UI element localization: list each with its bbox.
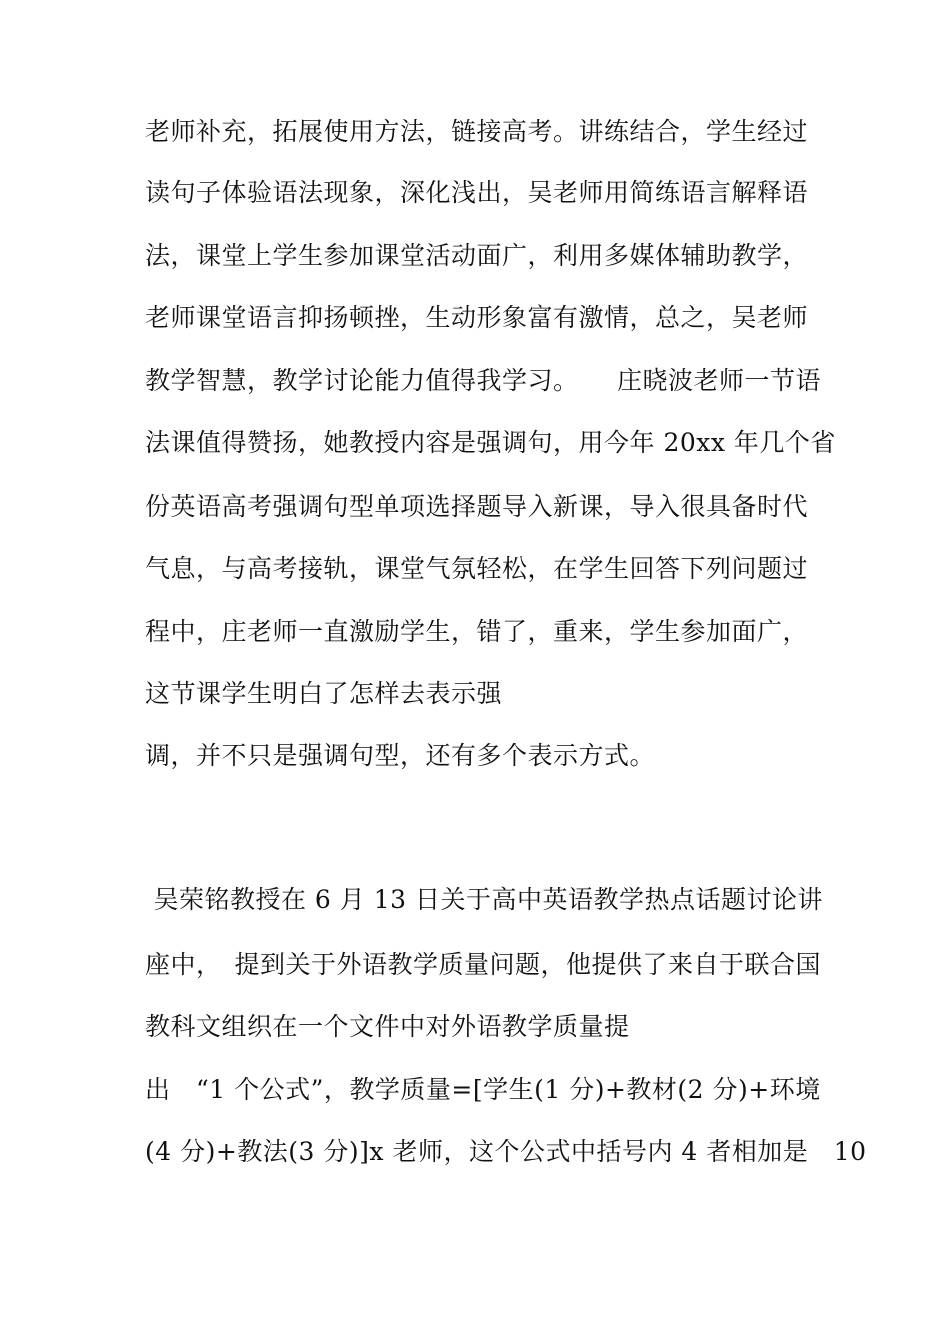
text-line: 读句子体验语法现象，深化浅出，吴老师用简练语言解释语 [145, 178, 809, 207]
text-line: 份英语高考强调句型单项选择题导入新课，导入很具备时代 [145, 492, 809, 521]
text-line: 这节课学生明白了怎样去表示强 [145, 679, 503, 708]
text-line: 吴荣铭教授在 6 月 13 日关于高中英语教学热点话题讨论讲 [145, 885, 823, 914]
text-line: 座中， 提到关于外语教学质量问题，他提供了来自于联合国 [145, 950, 822, 979]
text-line: 程中，庄老师一直激励学生，错了，重来，学生参加面广， [145, 617, 809, 646]
text-line: 教科文组织在一个文件中对外语教学质量提 [145, 1012, 630, 1041]
text-line: 气息，与高考接轨，课堂气氛轻松，在学生回答下列问题过 [145, 554, 809, 583]
text-line: 教学智慧，教学讨论能力值得我学习。 庄晓波老师一节语 [145, 366, 822, 395]
text-line: 老师补充，拓展使用方法，链接高考。讲练结合，学生经过 [145, 117, 809, 146]
text-line: 出 “1 个公式”，教学质量=[学生(1 分)+教材(2 分)+环境 [145, 1075, 821, 1104]
text-line: 法，课堂上学生参加课堂活动面广，利用多媒体辅助教学， [145, 241, 809, 270]
text-line: 老师课堂语言抑扬顿挫，生动形象富有激情，总之，吴老师 [145, 303, 809, 332]
text-line: 调，并不只是强调句型，还有多个表示方式。 [145, 741, 656, 770]
text-line: 法课值得赞扬，她教授内容是强调句，用今年 20xx 年几个省 [145, 428, 836, 457]
text-line: (4 分)+教法(3 分)]x 老师，这个公式中括号内 4 者相加是 10 [145, 1137, 867, 1166]
